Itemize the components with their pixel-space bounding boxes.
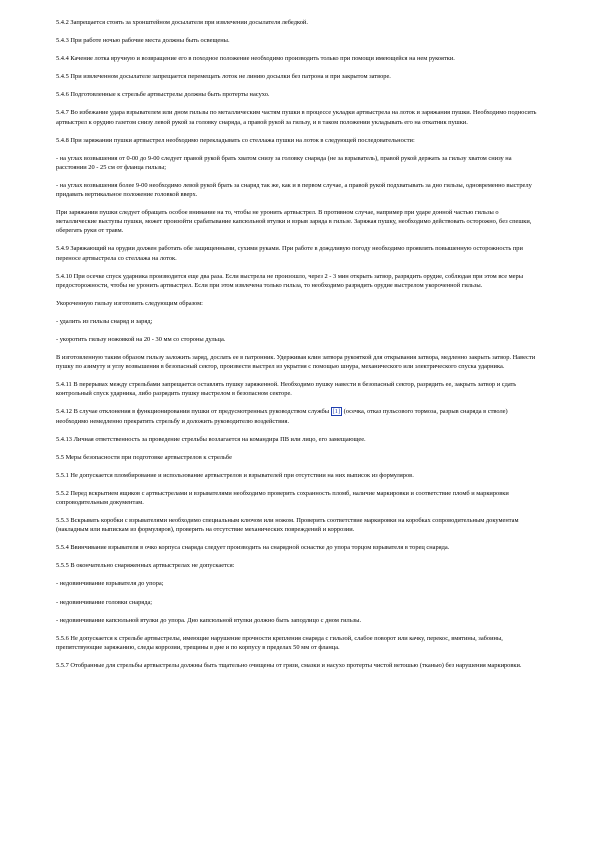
paragraph: 5.5.6 Не допускается к стрельбе артвыстрелы, имеющие нарушение прочности крепления снаряда с гильзой, слабое поворот или качку, перекос, вмятины, забоины, препятствующие заряжанию, следы коррозии, трещины в дне и по корпусу в пределах 50 мм от фланца. bbox=[56, 634, 503, 651]
paragraph: 5.4.7 Во избежание удара взрывателем или дном гильзы по металлическим частям пушки в процессе укладки артвыстрела на лоток и заряжания пушки. Необходимо подносить артвыстрел к орудию газетом снизу левой рукой за головку снаряда, а правой рукой за гильзу, и в таком положении укладывать его на откатник пушки. bbox=[56, 109, 537, 126]
paragraph: 5.4.8 При заряжании пушки артвыстрел необходимо перекладывать со стеллажа пушки на лоток в следующей последовательности: bbox=[56, 136, 415, 144]
list-item: - удалить из гильзы снаряд и заряд; bbox=[56, 317, 153, 325]
paragraph: 5.4.4 Качение лотка вручную и возвращение его в походное положение необходимо производить только при помощи имеющейся на нем рукоятки. bbox=[56, 55, 455, 63]
paragraph: 5.4.10 При осечке спуск ударника производится еще два раза. Если выстрела не произошло, через 2 - 3 мин открыть затвор, разрядить орудие, соблюдая при этом все меры предосторожности, чтобы не уронить артвыстрел. Если при этом извлечена только гильза, то необходимо разрядить орудие выстрелом укороченной гильзы. bbox=[56, 272, 524, 289]
paragraph: 5.4.13 Личная ответственность за проведение стрельбы возлагается на командира ПВ или лицо, его замещающее. bbox=[56, 435, 366, 443]
paragraph: 5.4.2 Запрещается стоять за хронштейном досылателя при извлечении досылателя лебедкой. bbox=[56, 19, 308, 26]
paragraph: 5.5.7 Отобранные для стрельбы артвыстрелы должны быть тщательно очищены от грязи, смазки и насухо протерты чистой ветошью (тканью) без нарушения маркировки. bbox=[56, 661, 522, 669]
paragraph: 5.4.9 Заряжающий на орудии должен работать обе защищенными, сухими руками. При работе в дождливую погоду необходимо проявлять повышенную осторожность при переносе артвыстрела со стеллажа на лоток. bbox=[56, 245, 523, 262]
paragraph: 5.5.4 Ввинчивание взрывателя в очко корпуса снаряда следует производить на снарядной оснастке до упора торцом взрывателя в торец снаряда. bbox=[56, 544, 450, 552]
paragraph: 5.5.2 Перед вскрытием ящиков с артвыстрелами и взрывателями необходимо проверить сохранность пломб, наличие маркировки и соответствие пломб и маркировки сопроводительным документам. bbox=[56, 489, 509, 506]
paragraph: 5.4.3 При работе ночью рабочие места должны быть освещены. bbox=[56, 37, 230, 45]
paragraph-with-reference bbox=[56, 407, 539, 425]
list-item: - укоротить гильзу ножовкой на 20 - 30 мм со стороны дульца. bbox=[56, 335, 226, 343]
paragraph-text: 5.4.12 В случае отклонения в функционировании пушки от предусмотренных руководством службы bbox=[56, 408, 331, 416]
list-item: - недовинчивание капсюльной втулки до упора. Дно капсюльной втулки должно быть заподлицо с дном гильзы. bbox=[56, 616, 362, 624]
paragraph: 5.5.5 В окончательно снаряженных артвыстрелах не допускается: bbox=[56, 562, 235, 570]
list-item: - на углах возвышения более 9-00 необходимо левой рукой брать за снаряд так же, как и в первом случае, а правой рукой подхватывать за дно гильзы, одновременно выстрелу придавать вертикальное положение головкой вверх. bbox=[56, 181, 532, 199]
reference-link[interactable]: [1] bbox=[332, 408, 341, 416]
paragraph: 5.5.1 Не допускается пломбирование и использование артвыстрелов и взрывателей при отсутствии на них выписок из формуляров. bbox=[56, 471, 414, 479]
paragraph: При заряжании пушки следует обращать особое внимание на то, чтобы не уронить артвыстрел. В противном случае, например при ударе донной частью гильзы о металлические выступы пушки, может произойти срабатывание капсюльной втулки и взрыв заряда в гильзе. Заряжая пушку, необходимо действовать осторожно, без спешки, оберегать руки от травм. bbox=[56, 209, 532, 235]
list-item: - на углах возвышения от 0-00 до 9-00 следует правой рукой брать хватом снизу за головку снаряда (не за взрыватель), правой рукой держать за гильзу хватом снизу на расстоянии 20 - 25 см от фланца гильзы; bbox=[56, 154, 512, 171]
paragraph: 5.4.6 Подготовленные к стрельбе артвыстрелы должны быть протерты насухо. bbox=[56, 91, 270, 99]
section-heading: 5.5 Меры безопасности при подготовке артвыстрелов к стрельбе bbox=[56, 453, 232, 461]
paragraph-text: (осечка, отказ пульсового тормоза, разрыв снаряда в стволе) необходимо немедленно прекратить стрельбу и доложить руководителю воздействия. bbox=[56, 408, 508, 425]
paragraph: 5.4.5 При извлеченном досылателе запрещается перемещать лоток не линию досылки без патрона и при закрытом затворе. bbox=[56, 73, 391, 81]
paragraph: 5.5.3 Вскрывать коробки с взрывателями необходимо специальным ключом или ножом. Проверить соответствие маркировки на коробках сопроводительным документам (накладным или выпискам из формуляров), проверить на отсутствие механических повреждений и коррозии. bbox=[56, 517, 519, 534]
paragraph: 5.4.11 В перерывах между стрельбами запрещается оставлять пушку заряженной. Необходимо пушку навести в безопасный сектор, разрядить ее, закрыть затвор и сдать контрольный спуск ударника, либо разрядить пушку выстрелом в безопасном секторе. bbox=[56, 381, 517, 398]
paragraph: В изготовленную таким образом гильзу заложить заряд, дослать ее в патронник. Удерживая клин затвора рукояткой для открывания затвора, медленно закрыть затвор. Навести пушку по азимуту и углу возвышения в безопасный сектор, произвести выстрел из укрытия с помощью шнура, механического или электрического спуска ударника. bbox=[56, 354, 536, 371]
list-item: - недовинчивание головки снаряда; bbox=[56, 598, 153, 606]
paragraph: Укороченную гильзу изготовить следующим образом: bbox=[56, 299, 203, 307]
list-item: - недовинчивание взрывателя до упора; bbox=[56, 580, 164, 588]
